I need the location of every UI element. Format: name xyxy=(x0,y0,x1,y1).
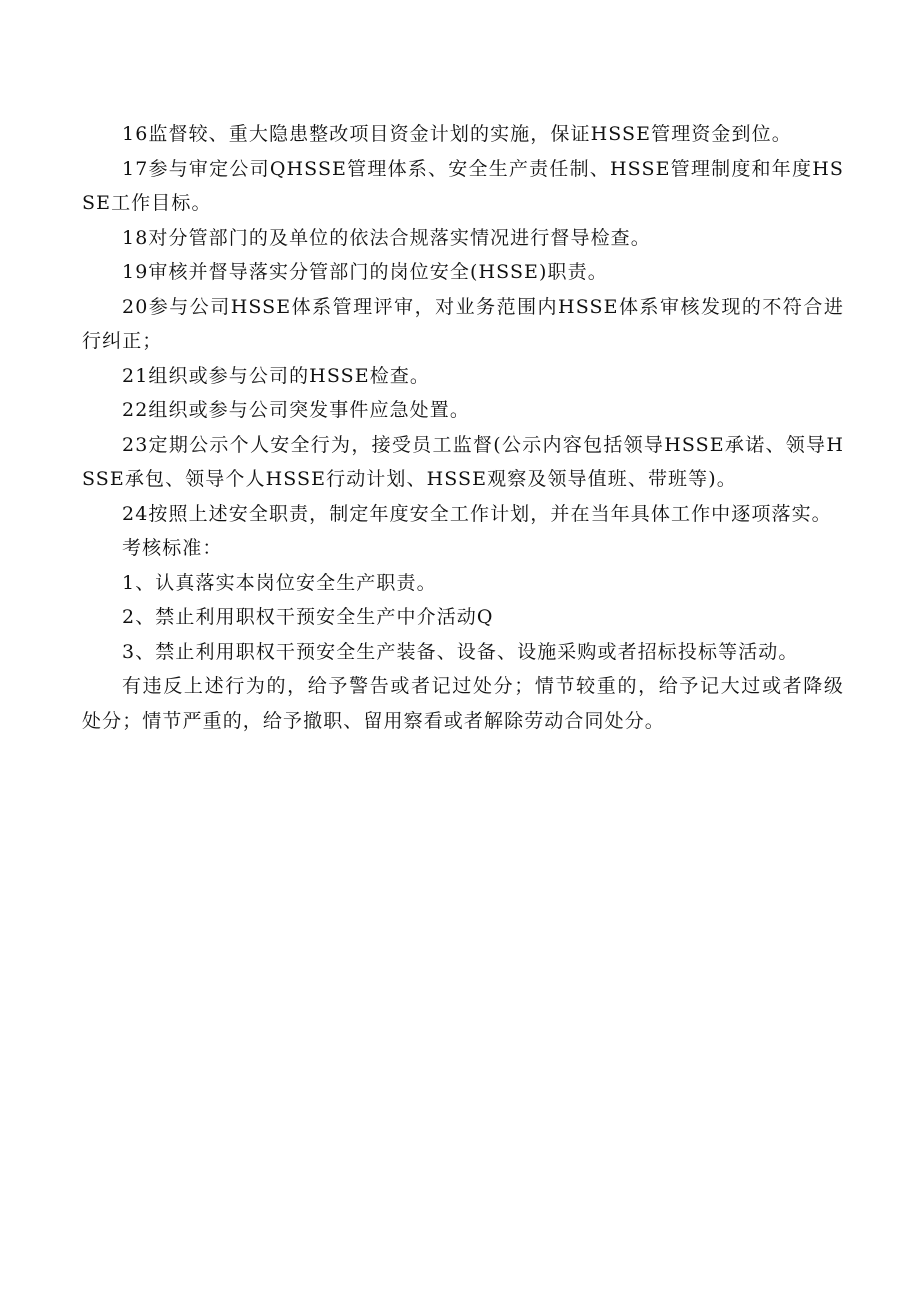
paragraph-20: 20参与公司HSSE体系管理评审，对业务范围内HSSE体系审核发现的不符合进行纠正； xyxy=(82,295,844,352)
paragraph-21: 21组织或参与公司的HSSE检查。 xyxy=(122,364,431,387)
paragraph-18: 18对分管部门的及单位的依法合规落实情况进行督导检查。 xyxy=(122,226,651,249)
criterion-2: 2、禁止利用职权干预安全生产中介活动Q xyxy=(122,606,494,628)
paragraph-19: 19审核并督导落实分管部门的岗位安全(HSSE)职责。 xyxy=(122,261,608,283)
document-body xyxy=(82,117,844,738)
criterion-3: 3、禁止利用职权干预安全生产装备、设备、设施采购或者招标投标等活动。 xyxy=(122,640,799,663)
paragraph-24: 24按照上述安全职责，制定年度安全工作计划，并在当年具体工作中逐项落实。 xyxy=(122,502,832,525)
penalty-paragraph: 有违反上述行为的，给予警告或者记过处分；情节较重的，给予记大过或者降级处分；情节严重的，给予撤职、留用察看或者解除劳动合同处分。 xyxy=(82,675,844,732)
paragraph-16: 16监督较、重大隐患整改项目资金计划的实施，保证HSSE管理资金到位。 xyxy=(122,123,792,145)
paragraph-17: 17参与审定公司QHSSE管理体系、安全生产责任制、HSSE管理制度和年度HSSE工作目标。 xyxy=(82,157,844,214)
paragraph-23: 23定期公示个人安全行为，接受员工监督(公示内容包括领导HSSE承诺、领导HSSE承包、领导个人HSSE行动计划、HSSE观察及领导值班、带班等)。 xyxy=(82,433,844,490)
paragraph-22: 22组织或参与公司突发事件应急处置。 xyxy=(122,399,470,421)
criterion-1: 1、认真落实本岗位安全生产职责。 xyxy=(122,571,437,594)
assessment-heading: 考核标准： xyxy=(122,537,223,559)
